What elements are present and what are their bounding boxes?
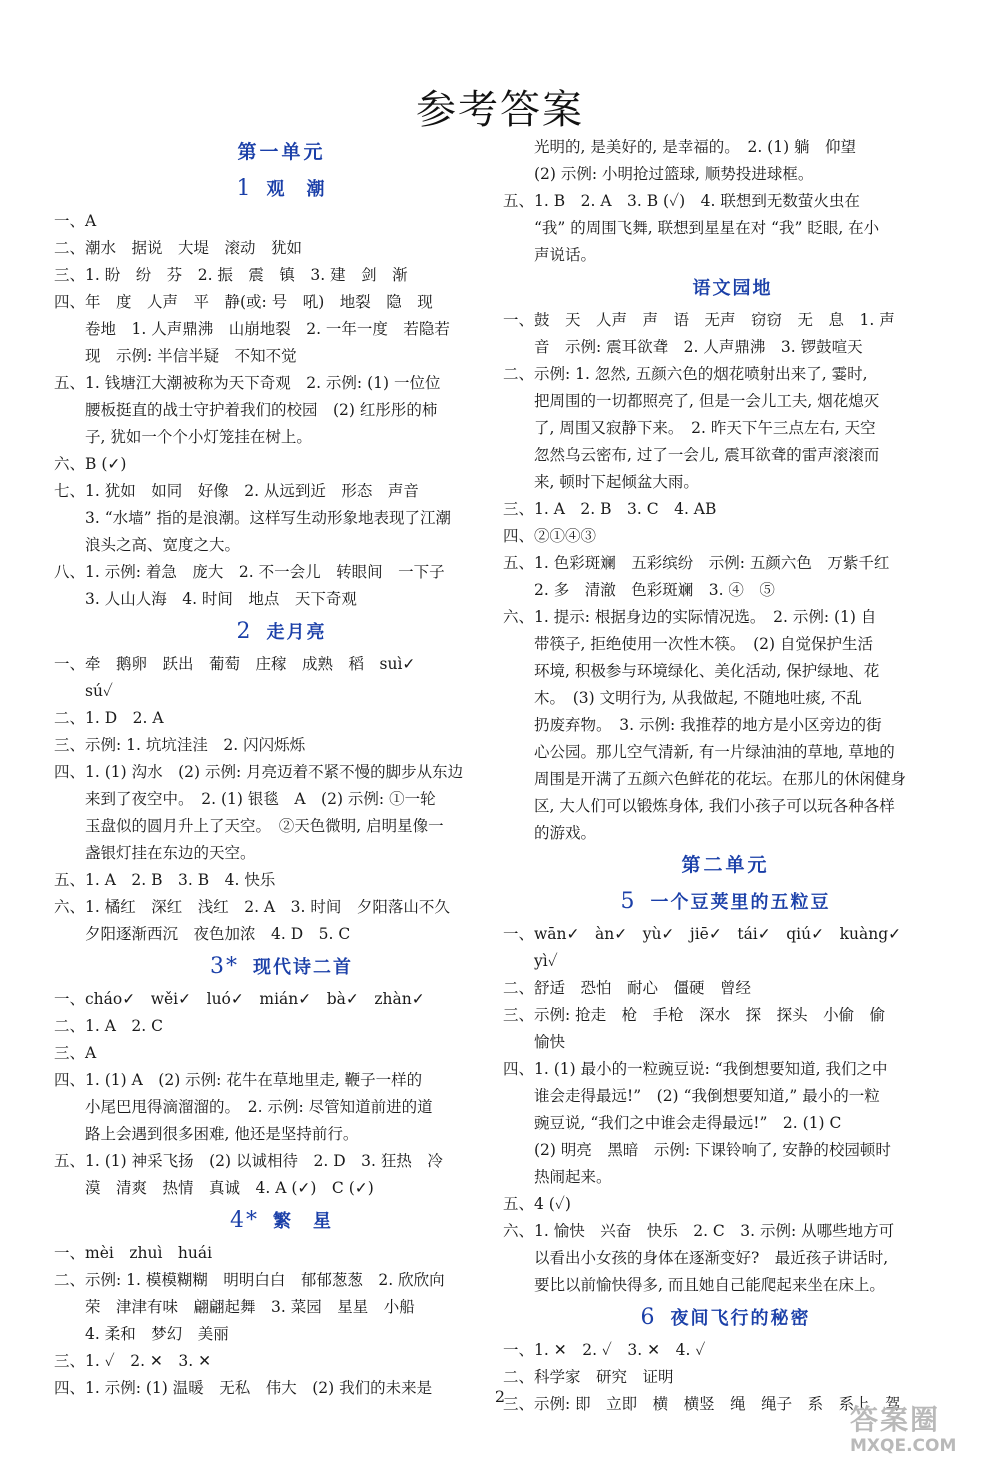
answer-line: 五、1. B 2. A 3. B (✓) 4. 联想到无数萤火虫在 bbox=[503, 192, 860, 210]
answer-line: yì✓ bbox=[503, 952, 558, 970]
answer-line: 忽然乌云密布, 过了一会儿, 震耳欲聋的雷声滚滚而 bbox=[503, 446, 880, 464]
answer-line: 现 示例: 半信半疑 不知不觉 bbox=[54, 347, 297, 365]
answer-line: 六、1. 橘红 深红 浅红 2. A 3. 时间 夕阳落山不久 bbox=[54, 898, 450, 916]
answer-line: 豌豆说, “我们之中谁会走得最远!” 2. (1) C bbox=[503, 1114, 842, 1132]
answer-line: 夕阳逐渐西沉 夜色加浓 4. D 5. C bbox=[54, 925, 351, 943]
answer-line: 三、示例: 1. 坑坑洼洼 2. 闪闪烁烁 bbox=[54, 736, 306, 754]
answer-line: 热闹起来。 bbox=[503, 1168, 612, 1186]
answer-line: 扔废弃物。 3. 示例: 我推荐的地方是小区旁边的街 bbox=[503, 716, 882, 734]
lesson-heading bbox=[54, 170, 509, 208]
answer-line: 愉快 bbox=[503, 1033, 566, 1051]
watermark-url: MXQE.COM bbox=[850, 1436, 957, 1456]
answer-line: 路上会遇到很多困难, 他还是坚持前行。 bbox=[54, 1125, 359, 1143]
watermark-logo-text: 答案圈 bbox=[850, 1403, 941, 1436]
answer-line: 要比以前愉快得多, 而且她自己能爬起来坐在床上。 bbox=[503, 1276, 885, 1294]
answer-line: 周围是开满了五颜六色鲜花的花坛。在那儿的休闲健身 bbox=[503, 770, 907, 788]
answer-line: 3. 人山人海 4. 时间 地点 天下奇观 bbox=[54, 590, 357, 608]
lesson-heading bbox=[54, 1202, 509, 1240]
answer-line: 了, 周围又寂静下来。 2. 昨天下午三点左右, 天空 bbox=[503, 419, 876, 437]
answer-line: 一、mèi zhuì huái bbox=[54, 1244, 213, 1262]
answer-line: 带筷子, 拒绝使用一次性木筷。 (2) 自觉保护生活 bbox=[503, 635, 873, 653]
answer-line: 一、牵 鹅卵 跃出 葡萄 庄稼 成熟 稻 suì✓ bbox=[54, 655, 416, 673]
lesson-number: 5 bbox=[620, 889, 637, 914]
answer-line: 3. “水墙” 指的是浪潮。这样写生动形象地表现了江潮 bbox=[54, 509, 451, 527]
answer-line: 五、1. A 2. B 3. B 4. 快乐 bbox=[54, 871, 276, 889]
answer-line: 二、科学家 研究 证明 bbox=[503, 1368, 674, 1386]
answer-line: 六、B (✓) bbox=[54, 455, 127, 473]
answer-line: 浪头之高、宽度之大。 bbox=[54, 536, 241, 554]
answer-line: 三、示例: 即 立即 横 横竖 绳 绳子 系 系上 驾 bbox=[503, 1395, 901, 1413]
answer-line: 五、1. 色彩斑斓 五彩缤纷 示例: 五颜六色 万紫千红 bbox=[503, 554, 890, 572]
answer-line: 五、4 (✓) bbox=[503, 1195, 571, 1213]
lesson-title: 繁 星 bbox=[273, 1211, 333, 1232]
answer-line: (2) 示例: 小明抢过篮球, 顺势投进球框。 bbox=[503, 165, 814, 183]
answer-line: 谁会走得最远!” (2) “我倒想要知道,” 最小的一粒 bbox=[503, 1087, 880, 1105]
answer-line: 小尾巴甩得滴溜溜的。 2. 示例: 尽管知道前进的道 bbox=[54, 1098, 433, 1116]
answer-line: 二、1. D 2. A bbox=[54, 709, 164, 727]
lesson-heading bbox=[503, 1299, 948, 1337]
answer-line: 三、A bbox=[54, 1044, 97, 1062]
answer-line: 区, 大人们可以锻炼身体, 我们小孩子可以玩各种各样 bbox=[503, 797, 895, 815]
answer-line: 卷地 1. 人声鼎沸 山崩地裂 2. 一年一度 若隐若 bbox=[54, 320, 450, 338]
answer-line: 4. 柔和 梦幻 美丽 bbox=[54, 1325, 229, 1343]
answer-line: 把周围的一切都照亮了, 但是一会儿工夫, 烟花熄灭 bbox=[503, 392, 880, 410]
answer-line: 四、1. 示例: (1) 温暖 无私 伟大 (2) 我们的未来是 bbox=[54, 1379, 433, 1397]
answer-line: 环境, 积极参与环境绿化、美化活动, 保护绿地、花 bbox=[503, 662, 880, 680]
answer-line: 四、1. (1) 最小的一粒豌豆说: “我倒想要知道, 我们之中 bbox=[503, 1060, 888, 1078]
answer-line: sú✓ bbox=[54, 682, 113, 700]
answer-line: 的游戏。 bbox=[503, 824, 597, 842]
answer-line: 音 示例: 震耳欲聋 2. 人声鼎沸 3. 锣鼓喧天 bbox=[503, 338, 863, 356]
answer-line: 一、1. ✕ 2. ✓ 3. ✕ 4. ✓ bbox=[503, 1341, 706, 1359]
answer-line: (2) 明亮 黑暗 示例: 下课铃响了, 安静的校园顿时 bbox=[503, 1141, 891, 1159]
answer-line: 木。 (3) 文明行为, 从我做起, 不随地吐痰, 不乱 bbox=[503, 689, 862, 707]
lesson-heading bbox=[54, 613, 509, 651]
lesson-number: 2 bbox=[236, 619, 253, 644]
lesson-number: 3* bbox=[210, 954, 239, 979]
answer-line: 子, 犹如一个个小灯笼挂在树上。 bbox=[54, 428, 312, 446]
answer-line: 五、1. 钱塘江大潮被称为天下奇观 2. 示例: (1) 一位位 bbox=[54, 374, 441, 392]
answer-line: 心公园。那儿空气清新, 有一片绿油油的草地, 草地的 bbox=[503, 743, 895, 761]
answer-line: 一、wān✓ àn✓ yù✓ jiē✓ tái✓ qiú✓ kuàng✓ bbox=[503, 925, 902, 943]
left-column bbox=[54, 134, 509, 1402]
answer-line: 来到了夜空中。 2. (1) 银毯 A (2) 示例: ①一轮 bbox=[54, 790, 436, 808]
answer-line: 二、示例: 1. 忽然, 五颜六色的烟花喷射出来了, 霎时, bbox=[503, 365, 868, 383]
lesson-title: 现代诗二首 bbox=[253, 957, 353, 978]
answer-line: 一、鼓 天 人声 声 语 无声 窃窃 无 息 1. 声 bbox=[503, 311, 895, 329]
answer-line: 二、舒适 恐怕 耐心 僵硬 曾经 bbox=[503, 979, 752, 997]
answer-line: “我” 的周围飞舞, 联想到星星在对 “我” 眨眼, 在小 bbox=[503, 219, 880, 237]
lesson-number: 4* bbox=[230, 1208, 259, 1233]
unit-heading: 第二单元 bbox=[681, 854, 770, 876]
answer-line: 声说话。 bbox=[503, 246, 597, 264]
lesson-number: 6 bbox=[640, 1305, 657, 1330]
answer-line: 以看出小女孩的身体在逐渐变好? 最近孩子讲话时, bbox=[503, 1249, 889, 1267]
answer-line: 盏银灯挂在东边的天空。 bbox=[54, 844, 256, 862]
answer-line: 光明的, 是美好的, 是幸福的。 2. (1) 躺 仰望 bbox=[503, 138, 857, 156]
lesson-title: 夜间飞行的秘密 bbox=[670, 1308, 811, 1329]
lesson-number: 1 bbox=[236, 176, 253, 201]
answer-line: 七、1. 犹如 如同 好像 2. 从远到近 形态 声音 bbox=[54, 482, 419, 500]
answer-line: 腰板挺直的战士守护着我们的校园 (2) 红彤彤的柿 bbox=[54, 401, 438, 419]
answer-line: 二、潮水 据说 大堤 滚动 犹如 bbox=[54, 239, 303, 257]
lesson-title: 语文园地 bbox=[692, 278, 773, 299]
answer-line: 玉盘似的圆月升上了天空。 ②天色微明, 启明星像一 bbox=[54, 817, 444, 835]
page-title: 参考答案 bbox=[416, 87, 584, 133]
lesson-heading bbox=[54, 948, 509, 986]
answer-line: 一、A bbox=[54, 212, 97, 230]
lesson-title: 一个豆荚里的五粒豆 bbox=[650, 892, 831, 913]
answer-line: 三、1. A 2. B 3. C 4. AB bbox=[503, 500, 717, 518]
answer-line: 六、1. 提示: 根据身边的实际情况选。 2. 示例: (1) 自 bbox=[503, 608, 877, 626]
watermark-logo bbox=[850, 1398, 980, 1468]
answer-line: 三、示例: 抢走 枪 手枪 深水 探 探头 小偷 偷 bbox=[503, 1006, 886, 1024]
right-column bbox=[503, 134, 948, 1418]
answer-line: 二、示例: 1. 模模糊糊 明明白白 郁郁葱葱 2. 欣欣向 bbox=[54, 1271, 445, 1289]
answer-line: 三、1. ✓ 2. ✕ 3. ✕ bbox=[54, 1352, 212, 1370]
unit-heading: 第一单元 bbox=[237, 141, 326, 163]
answer-line: 六、1. 愉快 兴奋 快乐 2. C 3. 示例: 从哪些地方可 bbox=[503, 1222, 895, 1240]
answer-line: 二、1. A 2. C bbox=[54, 1017, 163, 1035]
answer-line: 一、cháo✓ wěi✓ luó✓ mián✓ bà✓ zhàn✓ bbox=[54, 990, 425, 1008]
answer-line: 漠 清爽 热情 真诚 4. A (✓) C (✓) bbox=[54, 1179, 374, 1197]
answer-line: 2. 多 清澈 色彩斑斓 3. ④ ⑤ bbox=[503, 581, 775, 599]
answer-line: 四、1. (1) 沟水 (2) 示例: 月亮迈着不紧不慢的脚步从东边 bbox=[54, 763, 464, 781]
lesson-heading bbox=[503, 269, 948, 307]
answer-line: 荣 津津有味 翩翩起舞 3. 菜园 星星 小船 bbox=[54, 1298, 415, 1316]
answer-line: 四、1. (1) A (2) 示例: 花牛在草地里走, 鞭子一样的 bbox=[54, 1071, 423, 1089]
answer-line: 八、1. 示例: 着急 庞大 2. 不一会儿 转眼间 一下子 bbox=[54, 563, 445, 581]
lesson-title: 观 潮 bbox=[266, 179, 327, 200]
answer-line: 三、1. 盼 纷 芬 2. 振 震 镇 3. 建 剑 渐 bbox=[54, 266, 408, 284]
page-number: 2 bbox=[494, 1387, 506, 1406]
lesson-heading bbox=[503, 883, 948, 921]
answer-line: 四、年 度 人声 平 静(或: 号 吼) 地裂 隐 现 bbox=[54, 293, 433, 311]
lesson-title: 走月亮 bbox=[266, 622, 327, 643]
answer-line: 四、②①④③ bbox=[503, 527, 597, 545]
answer-line: 五、1. (1) 神采飞扬 (2) 以诚相待 2. D 3. 狂热 冷 bbox=[54, 1152, 443, 1170]
answer-line: 来, 顿时下起倾盆大雨。 bbox=[503, 473, 699, 491]
